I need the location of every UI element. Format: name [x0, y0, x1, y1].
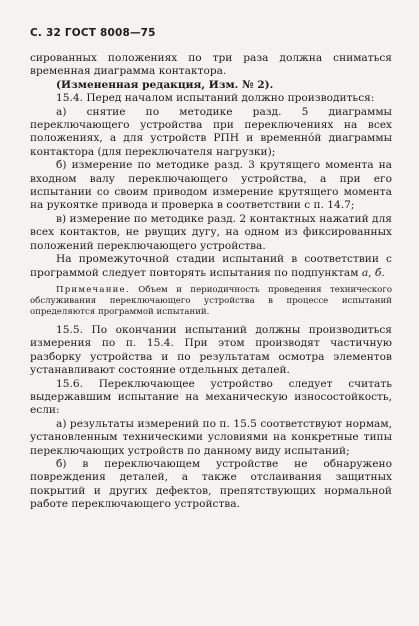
intermediate-stage-text: На промежуточной стадии испытаний в соответствии с программой следует повторять испытания по подпунктам	[30, 253, 392, 279]
intermediate-stage-paragraph	[30, 253, 392, 280]
note-text: Объем и периодичность проведения технического обслуживания переключающего устройства в процессе испытаний определяются программой испытаний.	[30, 284, 392, 317]
subitem-b-ref: б	[374, 266, 382, 279]
note-label: Примечание.	[56, 284, 130, 295]
clause-15-6-intro: 15.6. Переключающее устройство следует считать выдержавшим испытание на механическую износостойкость, если:	[30, 377, 392, 417]
clause-15-4-intro: 15.4. Перед началом испытаний должно производиться:	[56, 92, 375, 105]
page-header: С. 32 ГОСТ 8008—75	[30, 27, 156, 39]
subitem-separator: ,	[368, 266, 375, 279]
clause-15-4-item-b: б) измерение по методике разд. 3 крутящего момента на входном валу переключающего устройства, а при его испытании со своим приводом измерение крутящего момента на рукоятке привода и проверка в соответствии с п. 14.7;	[30, 159, 392, 212]
clause-15-4-item-v: в) измерение по методике разд. 2 контактных нажатий для всех контактов, не рвущих дугу, на одном из фиксированных положений переключающего устройства.	[30, 212, 392, 252]
sentence-end: .	[381, 266, 385, 279]
note	[30, 285, 392, 318]
amendment-note: (Измененная редакция, Изм. № 2).	[56, 78, 274, 91]
subitem-a-ref: а	[361, 266, 369, 279]
clause-15-6-item-a: а) результаты измерений по п. 15.5 соответствуют нормам, установленным техническими условиями на конкретные типы переключающих устройств по данному виду испытаний;	[30, 417, 392, 457]
clause-15-5: 15.5. По окончании испытаний должны производиться измерения по п. 15.4. При этом производят частичную разборку устройства и по результатам осмотра элементов устанавливают состояние отдельных деталей.	[30, 323, 392, 377]
paragraph-continuation: сированных положениях по три раза должна сниматься временная диаграмма контактора.	[30, 52, 392, 78]
clause-15-6-item-b: б) в переключающем устройстве не обнаружено повреждения деталей, а также отслаивания защитных покрытий и других дефектов, препятствующих нормальной работе переключающего устройства.	[30, 457, 392, 511]
clause-15-4-item-a: а) снятие по методике разд. 5 диаграммы переключающего устройства при переключениях на всех положениях, а для устройств РПН и временно́й диаграммы контактора (для переключателя нагрузки);	[30, 105, 392, 158]
body-text	[30, 52, 392, 512]
